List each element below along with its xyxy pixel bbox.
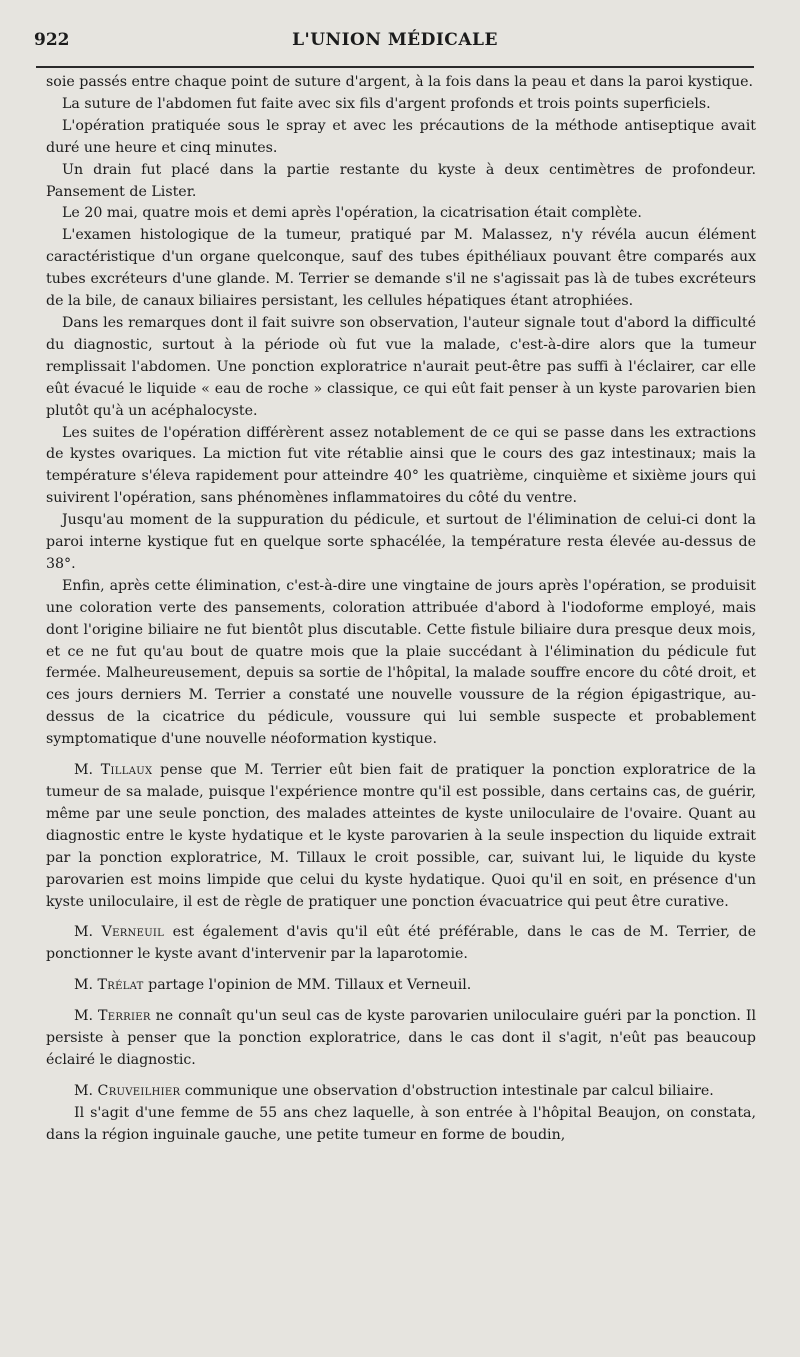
speaker-text: pense que M. Terrier eût bien fait de pratiquer la ponction exploratrice de la tumeur de sa malade, puisque l'expérience montre qu'il est possible, dans certains cas, de guérir, même par une seule ponction, des malades atteintes de kyste uniloculaire de l'ovaire. Quant au diagnostic entre le kyste hydatique et le kyste parovarien à la seule inspection du liquide extrait par la ponction exploratrice, M. Tillaux le croit possible, car, suivant lui, le liquide du kyste parovarien est moins limpide que celui du kyste hydatique. Quoi qu'il en soit, en présence d'un kyste uniloculaire, il est de règle de pratiquer une ponction évacuatrice qui peut être curative. bbox=[46, 762, 756, 910]
speaker-paragraph-trelat bbox=[46, 975, 756, 997]
paragraph: soie passés entre chaque point de suture d'argent, à la fois dans la peau et dans la paroi kystique. bbox=[46, 74, 754, 90]
paragraph-final: Il s'agit d'une femme de 55 ans chez laquelle, à son entrée à l'hôpital Beaujon, on constata, dans la région inguinale gauche, une petite tumeur en forme de boudin, bbox=[46, 1104, 756, 1143]
speaker-prefix: M. bbox=[74, 1008, 98, 1025]
paragraph: Dans les remarques dont il fait suivre son observation, l'auteur signale tout d'abord la difficulté du diagnostic, surtout à la période où fut vue la malade, c'est-à-dire alors que la tumeur remplissait l'abdomen. Une ponction exploratrice n'aurait peut-être pas suffi à l'éclairer, car elle eût évacué le liquide « eau de roche » classique, ce qui eût fait penser à un kyste parovarien bien plutôt qu'à un acéphalocyste. bbox=[46, 314, 756, 419]
speaker-name: Terrier bbox=[97, 1008, 151, 1025]
speaker-paragraph-verneuil bbox=[46, 922, 756, 966]
speaker-paragraph-cruveilhier bbox=[46, 1081, 756, 1103]
paragraph: La suture de l'abdomen fut faite avec six fils d'argent profonds et trois points superficiels. bbox=[62, 95, 711, 112]
paragraph: Enfin, après cette élimination, c'est-à-dire une vingtaine de jours après l'opération, se produisit une coloration verte des pansements, coloration attribuée d'abord à l'iodoforme employé, mais dont l'origine biliaire ne fut bientôt plus discutable. Cette fistule biliaire dura presque deux mois, et ce ne fut qu'au bout de quatre mois que la plaie succédant à l'élimination du pédicule fut fermée. Malheureusement, depuis sa sortie de l'hôpital, la malade souffre encore du côté droit, et ces jours derniers M. Terrier a constaté une nouvelle voussure de la région épigastrique, au-dessus de la cicatrice du pédicule, voussure qui lui semble suspecte et probablement symptomatique d'une nouvelle néoformation kystique. bbox=[46, 577, 756, 748]
speaker-prefix: M. bbox=[74, 1082, 98, 1099]
paragraph: L'opération pratiquée sous le spray et avec les précautions de la méthode antiseptique avait duré une heure et cinq minutes. bbox=[46, 117, 756, 156]
speaker-text: est également d'avis qu'il eût été préférable, dans le cas de M. Terrier, de ponctionner le kyste avant d'intervenir par la laparotomie. bbox=[46, 924, 757, 963]
paragraph: Jusqu'au moment de la suppuration du pédicule, et surtout de l'élimination de celui-ci dont la paroi interne kystique fut en quelque sorte sphacélée, la température resta élevée au-dessus de 38°. bbox=[46, 512, 756, 572]
body-text bbox=[46, 72, 756, 1147]
paragraph: Le 20 mai, quatre mois et demi après l'opération, la cicatrisation était complète. bbox=[62, 205, 642, 222]
page-number: 922 bbox=[34, 30, 70, 50]
running-title: L'UNION MÉDICALE bbox=[292, 30, 498, 50]
paragraph: Les suites de l'opération différèrent assez notablement de ce qui se passe dans les extractions de kystes ovariques. La miction fut vite rétablie ainsi que le cours des gaz intestinaux; mais la température s'éleva rapidement pour atteindre 40° les quatrième, cinquième et sixième jours qui suivirent l'opération, sans phénomènes inflammatoires du côté du ventre. bbox=[46, 424, 756, 507]
speaker-name: Tillaux bbox=[100, 762, 153, 779]
speaker-prefix: M. bbox=[74, 977, 98, 994]
speaker-paragraph-tillaux bbox=[46, 760, 756, 913]
speaker-text: ne connaît qu'un seul cas de kyste parovarien uniloculaire guéri par la ponction. Il persiste à penser que la ponction exploratrice, dans le cas dont il s'agit, n'eût pas beaucoup éclairé le diagnostic. bbox=[46, 1008, 756, 1068]
speaker-name: Verneuil bbox=[101, 924, 165, 941]
paragraph: L'examen histologique de la tumeur, pratiqué par M. Malassez, n'y révéla aucun élément caractéristique d'un organe quelconque, sauf des tubes épithéliaux pouvant être comparés aux tubes excréteurs d'une glande. M. Terrier se demande s'il ne s'agissait pas là de tubes excréteurs de la bile, de canaux biliaires persistant, les cellules hépatiques étant atrophiées. bbox=[46, 227, 756, 310]
speaker-text: partage l'opinion de MM. Tillaux et Verneuil. bbox=[143, 977, 472, 994]
speaker-text: communique une observation d'obstruction intestinale par calcul biliaire. bbox=[180, 1082, 714, 1099]
speaker-prefix: M. bbox=[74, 924, 102, 941]
paragraph: Un drain fut placé dans la partie restante du kyste à deux centimètres de profondeur. Pansement de Lister. bbox=[46, 161, 756, 200]
header-rule bbox=[36, 66, 754, 68]
speaker-prefix: M. bbox=[74, 762, 101, 779]
speaker-name: Cruveilhier bbox=[97, 1082, 181, 1099]
page-header bbox=[30, 30, 760, 60]
speaker-paragraph-terrier bbox=[46, 1006, 756, 1072]
speaker-name: Trélat bbox=[97, 977, 144, 994]
